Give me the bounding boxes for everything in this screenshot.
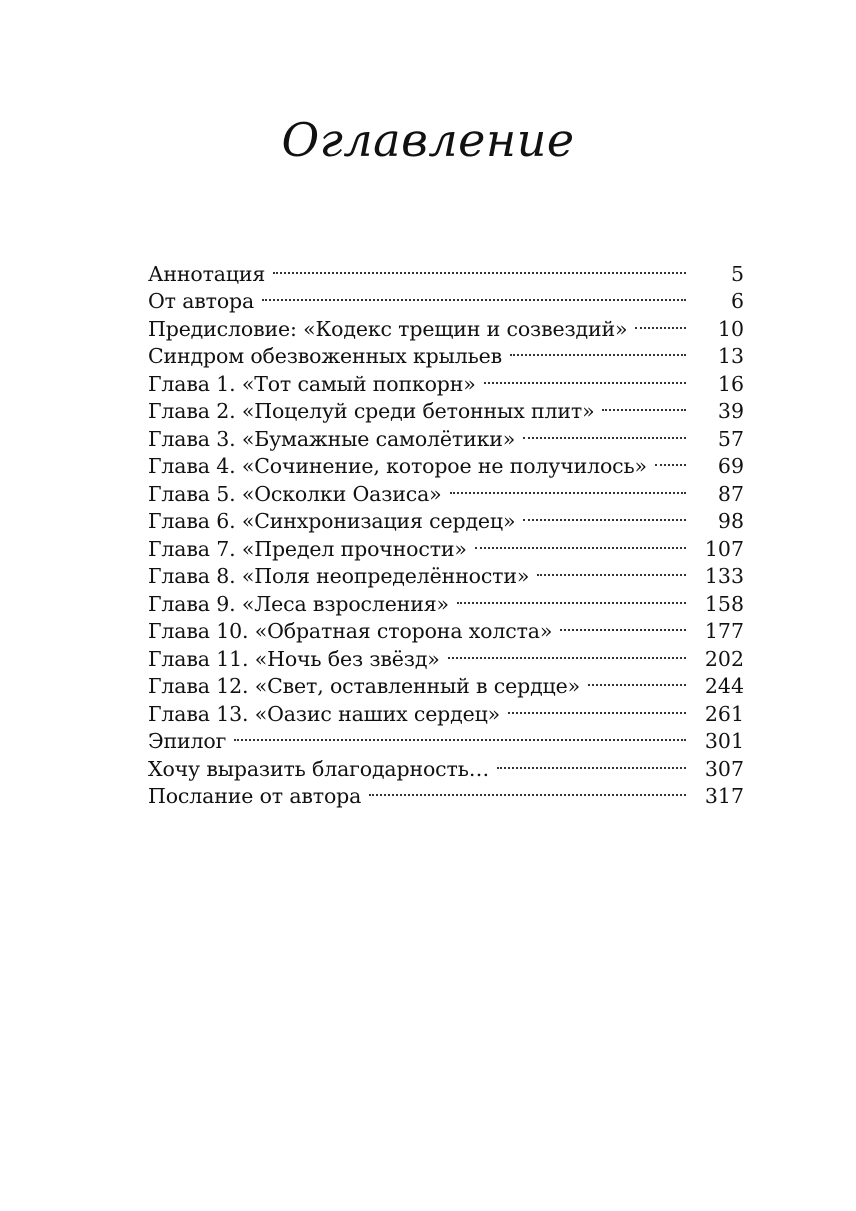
toc-entry-page: 69 [717, 454, 744, 478]
toc-leader-dots [510, 336, 686, 364]
toc-entry-label: От автора [148, 289, 255, 313]
toc-entry-page: 13 [717, 344, 744, 368]
toc-entry-page: 107 [704, 536, 744, 561]
toc-entry-label: Предисловие: «Кодекс трещин и созвездий» [148, 316, 628, 341]
toc-entry [148, 721, 744, 753]
toc-entry-page: 87 [717, 481, 744, 506]
toc-entry-label: Послание от автора [148, 784, 362, 808]
toc-entry [148, 253, 744, 286]
toc-entry-label: Глава 9. «Леса взросления» [148, 591, 449, 616]
toc-entry-label: Глава 1. «Тот самый попкорн» [148, 371, 476, 396]
toc-entry-label: Глава 11. «Ночь без звёзд» [148, 646, 440, 671]
toc-entry-label: Глава 3. «Бумажные самолётики» [148, 426, 516, 451]
toc-entry-page: 98 [717, 509, 744, 533]
toc-entry-page: 202 [704, 646, 744, 671]
toc-entry-label: Глава 13. «Оазис наших сердец» [148, 701, 501, 726]
toc-leader-dots [655, 446, 686, 474]
toc-leader-dots [560, 611, 686, 639]
toc-leader-dots [448, 638, 686, 666]
toc-entry-page: 6 [730, 289, 744, 313]
toc-entry-page: 57 [717, 426, 744, 451]
toc-leader-dots [602, 391, 686, 419]
toc-leader-dots [588, 666, 686, 694]
toc-entry [148, 748, 744, 781]
toc-leader-dots [537, 556, 686, 584]
toc-entry-label: Глава 2. «Поцелуй среди бетонных плит» [148, 399, 595, 423]
toc-entry-label: Хочу выразить благодарность… [148, 756, 490, 781]
table-of-contents [148, 253, 744, 808]
toc-leader-dots [369, 776, 686, 804]
toc-leader-dots [262, 281, 686, 309]
toc-entry-page: 16 [717, 371, 744, 396]
page-title: Оглавление [281, 113, 575, 167]
toc-leader-dots [497, 748, 686, 776]
toc-entry-label: Глава 5. «Осколки Оазиса» [148, 481, 442, 506]
toc-leader-dots [273, 253, 686, 281]
toc-leader-dots [475, 528, 686, 556]
toc-entry-label: Глава 4. «Сочинение, которое не получилось» [148, 454, 647, 478]
toc-entry-page: 307 [704, 756, 744, 781]
toc-entry-page: 177 [704, 619, 744, 643]
toc-leader-dots [523, 418, 686, 446]
toc-leader-dots [234, 721, 686, 749]
toc-leader-dots [635, 308, 686, 336]
toc-leader-dots [457, 583, 686, 611]
toc-entry-page: 39 [717, 399, 744, 423]
toc-entry-label: Глава 10. «Обратная сторона холста» [148, 619, 553, 643]
toc-entry-page: 244 [704, 674, 744, 698]
toc-entry-page: 261 [704, 701, 744, 726]
toc-entry-page: 5 [730, 261, 744, 286]
toc-entry-page: 158 [704, 591, 744, 616]
toc-entry-page: 317 [704, 784, 744, 808]
toc-entry-label: Глава 6. «Синхронизация сердец» [148, 509, 516, 533]
toc-leader-dots [508, 693, 686, 721]
toc-leader-dots [450, 473, 686, 501]
toc-entry-page: 301 [704, 729, 744, 753]
toc-entry-label: Глава 12. «Свет, оставленный в сердце» [148, 674, 580, 698]
toc-entry-page: 10 [717, 316, 744, 341]
toc-entry-label: Глава 8. «Поля неопределённости» [148, 564, 530, 588]
toc-leader-dots [523, 501, 686, 529]
toc-entry-label: Аннотация [148, 261, 266, 286]
toc-entry-label: Синдром обезвоженных крыльев [148, 344, 503, 368]
toc-entry-label: Глава 7. «Предел прочности» [148, 536, 467, 561]
toc-entry-page: 133 [704, 564, 744, 588]
toc-leader-dots [484, 363, 686, 391]
toc-entry-label: Эпилог [148, 729, 227, 753]
